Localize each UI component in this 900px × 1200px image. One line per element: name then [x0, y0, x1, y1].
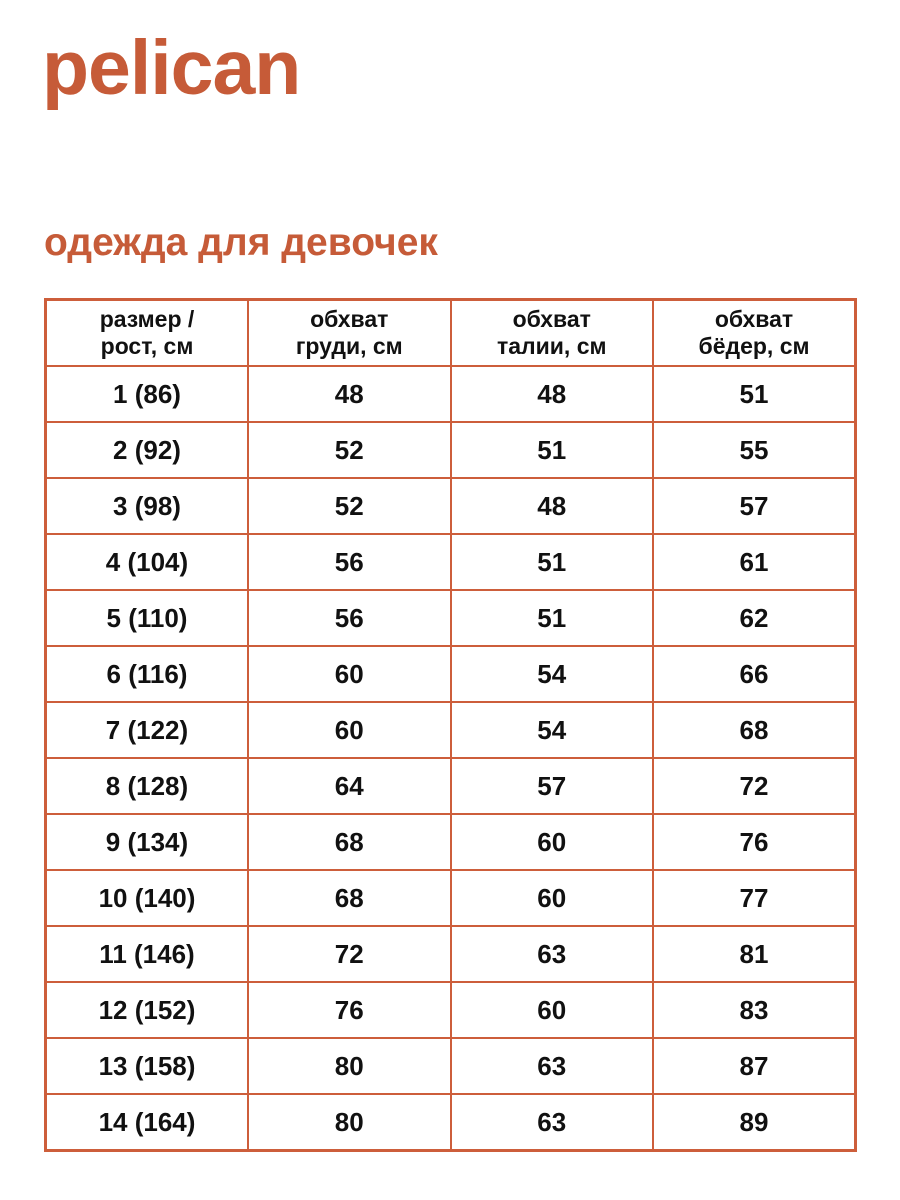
- table-row: [46, 422, 856, 478]
- page-title: одежда для девочек: [44, 221, 438, 264]
- size-cell: 5 (110): [46, 590, 249, 646]
- measurement-cell: 63: [451, 1038, 654, 1094]
- measurement-cell: 54: [451, 646, 654, 702]
- size-cell: 2 (92): [46, 422, 249, 478]
- measurement-cell: 76: [653, 814, 856, 870]
- measurement-cell: 72: [248, 926, 451, 982]
- size-chart-header: [46, 300, 856, 367]
- column-header-label: груди, см: [295, 333, 403, 359]
- size-cell: 13 (158): [46, 1038, 249, 1094]
- column-header-label: бёдер, см: [698, 333, 810, 359]
- column-header-label: размер /: [99, 306, 195, 333]
- measurement-cell: 48: [451, 366, 654, 422]
- table-row: [46, 478, 856, 534]
- measurement-cell: 54: [451, 702, 654, 758]
- measurement-cell: 60: [451, 870, 654, 926]
- measurement-cell: 62: [653, 590, 856, 646]
- table-row: [46, 1094, 856, 1151]
- measurement-cell: 60: [248, 646, 451, 702]
- table-row: [46, 646, 856, 702]
- measurement-cell: 56: [248, 590, 451, 646]
- size-cell: 9 (134): [46, 814, 249, 870]
- size-cell: 1 (86): [46, 366, 249, 422]
- size-chart-body: [46, 366, 856, 1151]
- column-header-chest: [248, 300, 451, 367]
- column-header-label: обхват: [512, 306, 591, 333]
- column-header-label: обхват: [310, 306, 389, 333]
- measurement-cell: 60: [248, 702, 451, 758]
- measurement-cell: 51: [451, 422, 654, 478]
- size-cell: 10 (140): [46, 870, 249, 926]
- measurement-cell: 81: [653, 926, 856, 982]
- measurement-cell: 63: [451, 926, 654, 982]
- column-header-hips: [653, 300, 856, 367]
- table-row: [46, 814, 856, 870]
- measurement-cell: 89: [653, 1094, 856, 1151]
- table-row: [46, 534, 856, 590]
- column-header-label: рост, см: [100, 333, 194, 359]
- column-header-waist: [451, 300, 654, 367]
- measurement-cell: 48: [248, 366, 451, 422]
- table-row: [46, 758, 856, 814]
- measurement-cell: 66: [653, 646, 856, 702]
- measurement-cell: 60: [451, 814, 654, 870]
- size-cell: 3 (98): [46, 478, 249, 534]
- measurement-cell: 52: [248, 478, 451, 534]
- table-row: [46, 926, 856, 982]
- size-cell: 8 (128): [46, 758, 249, 814]
- pelican-logo: pelican: [42, 25, 301, 111]
- measurement-cell: 55: [653, 422, 856, 478]
- measurement-cell: 48: [451, 478, 654, 534]
- size-cell: 12 (152): [46, 982, 249, 1038]
- size-cell: 7 (122): [46, 702, 249, 758]
- size-cell: 14 (164): [46, 1094, 249, 1151]
- measurement-cell: 51: [451, 590, 654, 646]
- size-cell: 4 (104): [46, 534, 249, 590]
- measurement-cell: 57: [451, 758, 654, 814]
- measurement-cell: 80: [248, 1038, 451, 1094]
- header-row: [46, 300, 856, 367]
- measurement-cell: 64: [248, 758, 451, 814]
- measurement-cell: 68: [248, 814, 451, 870]
- table-row: [46, 870, 856, 926]
- measurement-cell: 63: [451, 1094, 654, 1151]
- measurement-cell: 56: [248, 534, 451, 590]
- measurement-cell: 68: [653, 702, 856, 758]
- table-row: [46, 1038, 856, 1094]
- column-header-label: обхват: [714, 306, 794, 333]
- table-row: [46, 982, 856, 1038]
- measurement-cell: 51: [451, 534, 654, 590]
- table-row: [46, 366, 856, 422]
- size-cell: 6 (116): [46, 646, 249, 702]
- measurement-cell: 83: [653, 982, 856, 1038]
- size-cell: 11 (146): [46, 926, 249, 982]
- measurement-cell: 77: [653, 870, 856, 926]
- measurement-cell: 72: [653, 758, 856, 814]
- measurement-cell: 61: [653, 534, 856, 590]
- table-row: [46, 590, 856, 646]
- table-row: [46, 702, 856, 758]
- column-header-label: талии, см: [496, 333, 607, 359]
- measurement-cell: 52: [248, 422, 451, 478]
- measurement-cell: 60: [451, 982, 654, 1038]
- measurement-cell: 87: [653, 1038, 856, 1094]
- measurement-cell: 51: [653, 366, 856, 422]
- measurement-cell: 76: [248, 982, 451, 1038]
- measurement-cell: 80: [248, 1094, 451, 1151]
- measurement-cell: 68: [248, 870, 451, 926]
- measurement-cell: 57: [653, 478, 856, 534]
- column-header-size-height: [46, 300, 249, 367]
- size-chart-table: [44, 298, 857, 1152]
